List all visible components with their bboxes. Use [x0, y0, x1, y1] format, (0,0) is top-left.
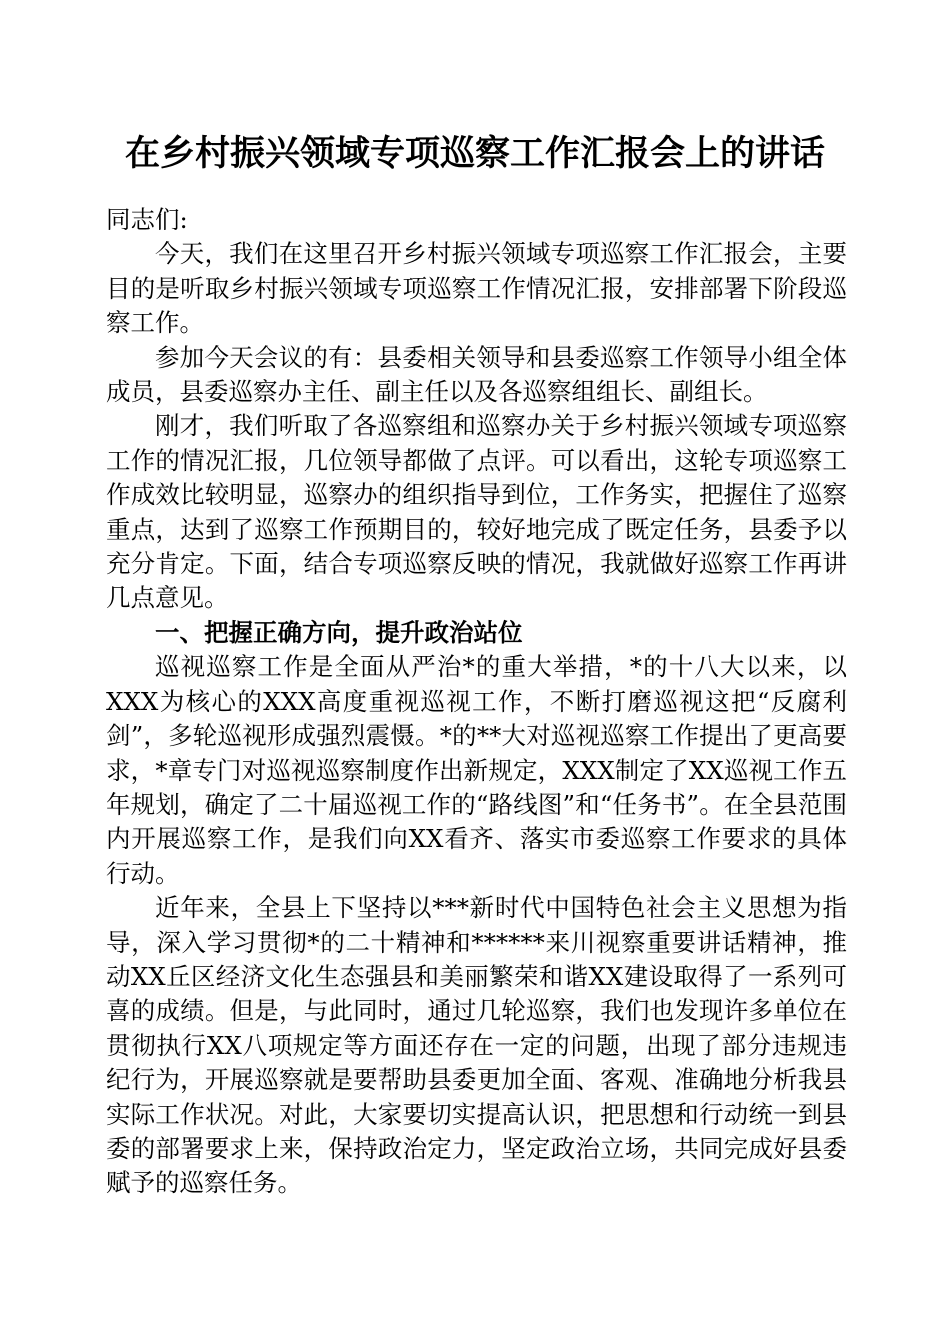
paragraph-section1-2: 近年来，全县上下坚持以***新时代中国特色社会主义思想为指导，深入学习贯彻*的二十精神和******来川视察重要讲话精神，推动XX丘区经济文化生态强县和美丽繁荣和谐XX建设取得了一系列可喜的成绩。但是，与此同时，通过几轮巡察，我们也发现许多单位在贯彻执行XX八项规定等方面还存在一定的问题，出现了部分违规违纪行为，开展巡察就是要帮助县委更加全面、客观、准确地分析我县实际工作状况。对此，大家要切实提高认识，把思想和行动统一到县委的部署要求上来，保持政治定力，坚定政治立场，共同完成好县委赋予的巡察任务。	[106, 893, 847, 1198]
paragraph-attendees: 参加今天会议的有：县委相关领导和县委巡察工作领导小组全体成员，县委巡察办主任、副主任以及各巡察组组长、副组长。	[106, 342, 847, 407]
paragraph-review: 刚才，我们听取了各巡察组和巡察办关于乡村振兴领域专项巡察工作的情况汇报，几位领导都做了点评。可以看出，这轮专项巡察工作成效比较明显，巡察办的组织指导到位，工作务实，把握住了巡察重点，达到了巡察工作预期目的，较好地完成了既定任务，县委予以充分肯定。下面，结合专项巡察反映的情况，我就做好巡察工作再讲几点意见。	[106, 411, 847, 613]
paragraph-opening: 今天，我们在这里召开乡村振兴领域专项巡察工作汇报会，主要目的是听取乡村振兴领域专项巡察工作情况汇报，安排部署下阶段巡察工作。	[106, 239, 847, 338]
salutation: 同志们:	[106, 205, 188, 234]
document-body	[106, 203, 847, 1201]
section-heading-1: 一、把握正确方向，提升政治站位	[155, 617, 523, 647]
document-title: 在乡村振兴领域专项巡察工作汇报会上的讲话	[124, 134, 825, 174]
paragraph-section1-1: 巡视巡察工作是全面从严治*的重大举措，*的十八大以来，以XXX为核心的XXX高度重视巡视工作，不断打磨巡视这把“反腐利剑”，多轮巡视形成强烈震慑。*的**大对巡视巡察工作提出了更高要求，*章专门对巡视巡察制度作出新规定，XXX制定了XX巡视工作五年规划，确定了二十届巡视工作的“路线图”和“任务书”。在全县范围内开展巡察工作，是我们向XX看齐、落实市委巡察工作要求的具体行动。	[106, 652, 847, 888]
